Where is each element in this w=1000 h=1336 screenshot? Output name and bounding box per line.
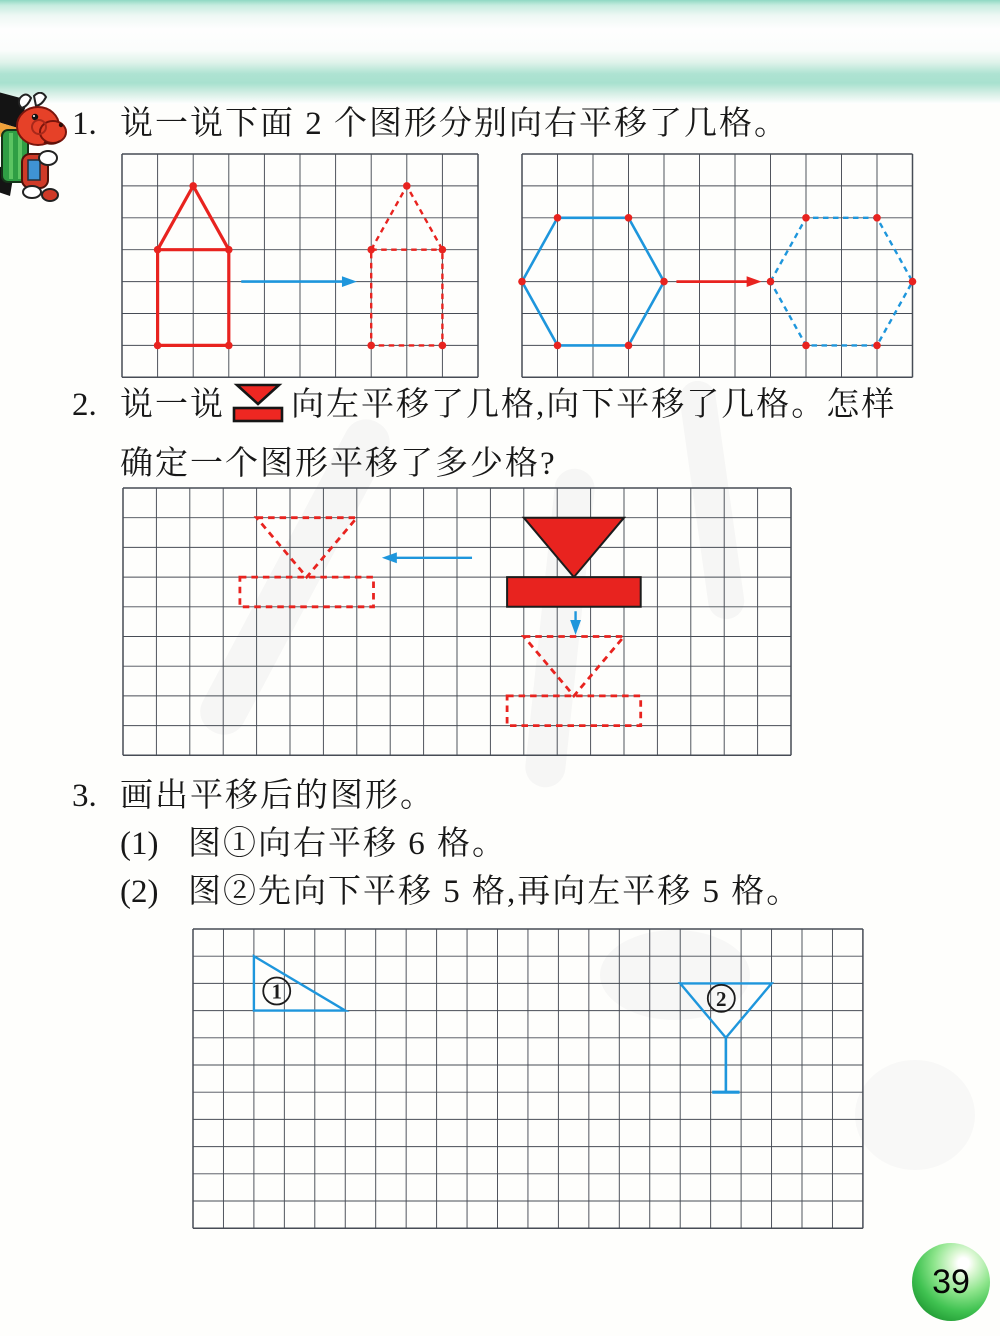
top-gradient-band (0, 0, 1000, 104)
figure-q2-translation-grid (117, 482, 797, 761)
page-number-badge (912, 1243, 990, 1321)
question-1-line (72, 104, 789, 145)
question-2-line-1 (72, 382, 896, 426)
figure-q3-drawing-grid (187, 923, 869, 1234)
figure-q1-house-grid (116, 148, 484, 383)
question-2-line-2 (120, 444, 557, 485)
figure-q1-hexagon-grid (516, 148, 919, 383)
translated-shape-icon (230, 382, 286, 424)
question-3-sub2-text: 图②先向下平移 5 格,再向左平移 5 格。 (188, 874, 802, 910)
question-3-text: 画出平移后的图形。 (120, 778, 435, 814)
question-3-sub-2 (120, 872, 801, 913)
page-number: 39 (932, 1262, 970, 1301)
question-3-line (72, 776, 435, 817)
question-2-text-after-icon: 向左平移了几格,向下平移了几格。怎样 (291, 387, 897, 423)
question-1-text: 说一说下面 2 个图形分别向右平移了几格。 (120, 106, 789, 142)
question-2-text-line2: 确定一个图形平移了多少格? (120, 446, 557, 482)
question-3-sub1-label: (1) (120, 826, 159, 862)
question-2-number: 2. (72, 387, 97, 423)
svg-text:2: 2 (716, 986, 727, 1011)
question-3-sub2-label: (2) (120, 874, 159, 910)
mascot-icon (0, 92, 70, 210)
question-3-sub1-text: 图①向右平移 6 格。 (188, 826, 507, 862)
question-2-text-before-icon: 说一说 (120, 387, 225, 423)
scan-bleed-artifact (855, 1060, 975, 1170)
svg-text:1: 1 (271, 979, 282, 1004)
question-1-number: 1. (72, 106, 97, 142)
question-3-sub-1 (120, 824, 507, 865)
question-3-number: 3. (72, 778, 97, 814)
